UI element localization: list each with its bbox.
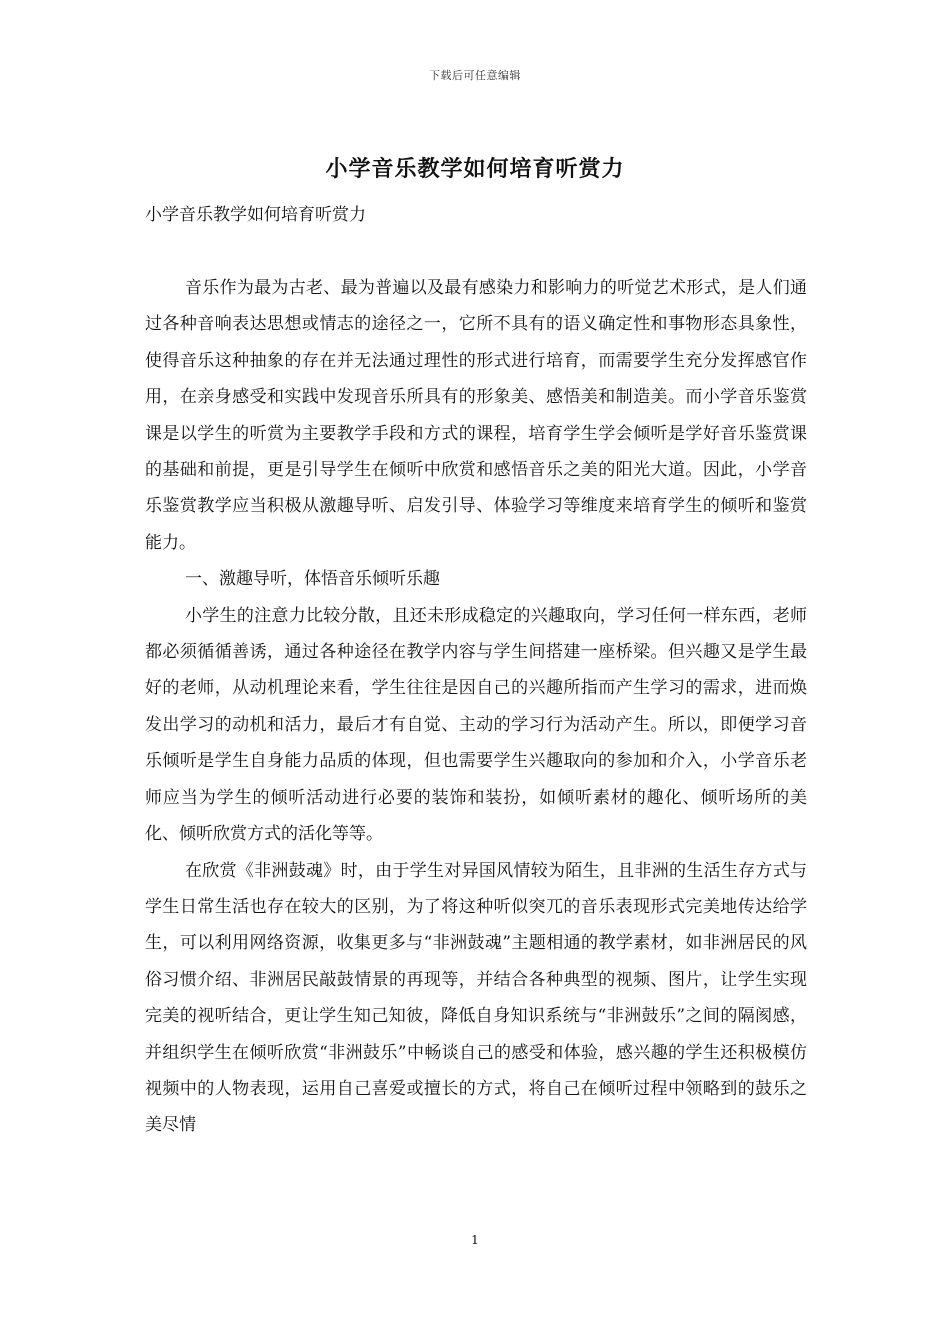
page-number: 1 <box>471 1233 479 1247</box>
header-note: 下载后可任意编辑 <box>429 69 521 82</box>
document-body <box>145 270 807 1144</box>
document-subtitle: 小学音乐教学如何培育听赏力 <box>145 205 366 225</box>
paragraph-interest: 小学生的注意力比较分散，且还未形成稳定的兴趣取向，学习任何一样东西，老师都必须循循善诱，通过各种途径在教学内容与学生间搭建一座桥梁。但兴趣又是学生最好的老师，从动机理论来看，学生往往是因自己的兴趣所指而产生学习的需求，进而焕发出学习的动机和活力，最后才有自觉、主动的学习行为活动产生。所以，即便学习音乐倾听是学生自身能力品质的体现，但也需要学生兴趣取向的参加和介入，小学音乐老师应当为学生的倾听活动进行必要的装饰和装扮，如倾听素材的趣化、倾听场所的美化、倾听欣赏方式的活化等等。 <box>145 605 807 845</box>
paragraph-african-drum: 在欣赏《非洲鼓魂》时，由于学生对异国风情较为陌生，且非洲的生活生存方式与学生日常生活也存在较大的区别，为了将这种听似突兀的音乐表现形式完美地传达给学生，可以利用网络资源，收集更多与“非洲鼓魂”主题相通的教学素材，如非洲居民的风俗习惯介绍、非洲居民敲鼓情景的再现等，并结合各种典型的视频、图片，让学生实现完美的视听结合，更让学生知己知彼，降低自身知识系统与“非洲鼓乐”之间的隔阂感，并组织学生在倾听欣赏“非洲鼓乐”中畅谈自己的感受和体验，感兴趣的学生还积极模仿视频中的人物表现，运用自己喜爱或擅长的方式，将自己在倾听过程中领略到的鼓乐之美尽情 <box>145 860 807 1136</box>
document-title: 小学音乐教学如何培育听赏力 <box>325 156 625 182</box>
paragraph-intro: 音乐作为最为古老、最为普遍以及最有感染力和影响力的听觉艺术形式，是人们通过各种音响表达思想或情志的途径之一，它所不具有的语义确定性和事物形态具象性，使得音乐这种抽象的存在并无法通过理性的形式进行培育，而需要学生充分发挥感官作用，在亲身感受和实践中发现音乐所具有的形象美、感悟美和制造美。而小学音乐鉴赏课是以学生的听赏为主要教学手段和方式的课程，培育学生学会倾听是学好音乐鉴赏课的基础和前提，更是引导学生在倾听中欣赏和感悟音乐之美的阳光大道。因此，小学音乐鉴赏教学应当积极从激趣导听、启发引导、体验学习等维度来培育学生的倾听和鉴赏能力。 <box>145 278 807 553</box>
section-heading: 一、激趣导听，体悟音乐倾听乐趣 <box>185 569 440 590</box>
